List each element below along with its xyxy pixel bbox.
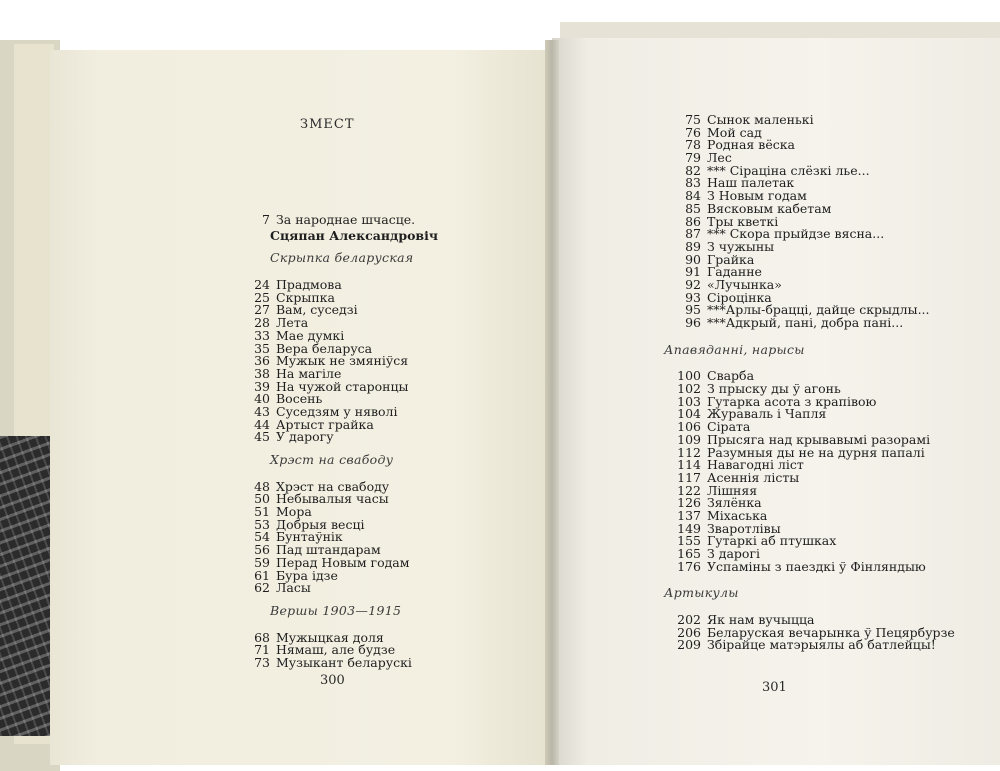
page-ref: 51 <box>254 504 270 520</box>
page-ref: 24 <box>254 277 270 293</box>
book-gutter <box>545 40 559 765</box>
entry-title: Ласы <box>276 580 311 596</box>
page-ref: 75 <box>685 112 701 127</box>
entry-title: Сынок маленькі <box>707 112 814 127</box>
page-ref: 103 <box>677 393 701 409</box>
page-ref: 176 <box>677 558 701 574</box>
page-ref: 68 <box>254 629 270 645</box>
toc-entry <box>677 317 955 330</box>
page-ref: 149 <box>677 520 701 536</box>
entry-title: Мужыцкая доля <box>276 629 384 645</box>
entry-title: Артыст грайка <box>276 416 374 432</box>
entry-title: З дарогі <box>707 546 760 562</box>
page-ref: 44 <box>254 416 270 432</box>
page-ref: 114 <box>677 457 701 473</box>
page-ref: 126 <box>677 495 701 511</box>
entry-title: Вясковым кабетам <box>707 200 832 216</box>
page-ref: 209 <box>677 637 701 653</box>
page-ref: 39 <box>254 378 270 394</box>
right-sections <box>664 341 955 653</box>
page-ref: 7 <box>262 212 270 227</box>
entry-title: Зялёнка <box>707 495 762 511</box>
entry-title: «Лучынка» <box>707 276 782 292</box>
entry-title: Мой сад <box>707 124 762 140</box>
section-title: Артыкулы <box>664 585 739 601</box>
entry-title: Гутарка асота з крапівою <box>707 393 877 409</box>
toc-entry <box>250 431 438 444</box>
entry-title: *** Сіраціна слёзкі лье... <box>707 162 870 178</box>
page-ref: 82 <box>685 162 701 178</box>
entry-title: Нямаш, але будзе <box>276 642 396 658</box>
right-toc <box>664 112 955 653</box>
page-ref: 104 <box>677 406 701 422</box>
section-title: Апавяданні, нарысы <box>664 341 805 357</box>
page-ref: 71 <box>254 642 270 658</box>
entry-title: Гаданне <box>707 264 762 280</box>
page-ref: 78 <box>685 137 701 153</box>
page-ref: 100 <box>677 368 701 384</box>
entry-title: З прыску ды ў агонь <box>707 381 841 397</box>
page-ref: 56 <box>254 542 270 558</box>
entry-title: На магіле <box>276 365 342 381</box>
entry-title: Наш палетак <box>707 175 795 191</box>
page-ref: 61 <box>254 567 270 583</box>
entry-title: Перад Новым годам <box>276 554 410 570</box>
entry-title: Хрэст на свабоду <box>276 478 390 494</box>
entry-title: Суседзям у няволі <box>276 403 398 419</box>
page-ref: 35 <box>254 340 270 356</box>
entry-title: Успаміны з паездкі ў Фінляндыю <box>707 558 926 574</box>
page-ref: 76 <box>685 124 701 140</box>
entry-title: Восень <box>276 391 323 407</box>
entry-title: Сіроцінка <box>707 289 772 305</box>
entry-title: Пад штандарам <box>276 542 381 558</box>
page-ref: 45 <box>254 429 270 445</box>
page-ref: 102 <box>677 381 701 397</box>
entry-title: ***Арлы-брацці, дайце скрыдлы... <box>707 302 930 318</box>
section-title: Скрыпка беларуская <box>270 250 414 266</box>
contents-heading: ЗМЕСТ <box>300 117 355 132</box>
entry-title: Беларуская вечарынка ў Пецярбурзе <box>707 624 955 640</box>
page-ref: 59 <box>254 554 270 570</box>
entry-title: Грайка <box>707 251 755 267</box>
page-ref: 54 <box>254 529 270 545</box>
page-ref: 36 <box>254 353 270 369</box>
page-ref: 112 <box>677 444 701 460</box>
page-ref: 86 <box>685 213 701 229</box>
entry-title: *** Скора прыйдзе вясна... <box>707 226 885 242</box>
entry-title: Сварба <box>707 368 755 384</box>
page-number-right: 301 <box>762 680 787 695</box>
entry-title: Міхаська <box>707 507 768 523</box>
author-name: Сцяпан Александровіч <box>270 227 438 243</box>
page-ref: 25 <box>254 289 270 305</box>
page-ref: 28 <box>254 315 270 331</box>
left-sections <box>250 252 438 669</box>
entry-title: Небывалыя часы <box>276 491 389 507</box>
page-ref: 73 <box>254 655 270 670</box>
entry-title: Мужык не змяніўся <box>276 353 409 369</box>
page-ref: 87 <box>685 226 701 242</box>
page-ref: 95 <box>685 302 701 318</box>
entry-title: Прысяга над крывавымі разорамі <box>707 431 931 447</box>
entry-title: Асеннія лісты <box>707 469 800 485</box>
page-number-left: 300 <box>320 673 345 688</box>
entry-title: На чужой старонцы <box>276 378 409 394</box>
right-top-items <box>677 114 955 330</box>
entry-title: Як нам вучыцца <box>707 612 815 628</box>
entry-title: У дарогу <box>276 429 334 445</box>
page-ref: 62 <box>254 580 270 596</box>
toc-entry <box>677 639 955 652</box>
section-title: Хрэст на свабоду <box>270 452 394 468</box>
left-toc <box>250 214 438 670</box>
page-ref: 84 <box>685 188 701 204</box>
entry-title: Разумныя ды не на дурня папалі <box>707 444 925 460</box>
entry-title: Гутаркі аб птушках <box>707 533 837 549</box>
toc-entry <box>250 582 438 595</box>
entry-title: Добрыя весці <box>276 516 365 532</box>
page-ref: 50 <box>254 491 270 507</box>
page-ref: 106 <box>677 419 701 435</box>
page-ref: 155 <box>677 533 701 549</box>
entry-title: Мора <box>276 504 312 520</box>
page-ref: 137 <box>677 507 701 523</box>
page-ref: 89 <box>685 238 701 254</box>
page-ref: 122 <box>677 482 701 498</box>
entry-title: З чужыны <box>707 238 775 254</box>
entry-title: Лета <box>276 315 309 331</box>
entry-title: Вера беларуса <box>276 340 373 356</box>
entry-title: Лес <box>707 150 732 166</box>
toc-entry <box>250 214 438 227</box>
page-ref: 96 <box>685 315 701 330</box>
entry-title: Зваротлівы <box>707 520 781 536</box>
page-ref: 83 <box>685 175 701 191</box>
entry-title: Жураваль і Чапля <box>707 406 827 422</box>
page-ref: 206 <box>677 624 701 640</box>
page-ref: 91 <box>685 264 701 280</box>
page-ref: 93 <box>685 289 701 305</box>
page-ref: 33 <box>254 327 270 343</box>
entry-title: Родная вёска <box>707 137 795 153</box>
page-ref: 117 <box>677 469 701 485</box>
page-ref: 43 <box>254 403 270 419</box>
cover-illustration <box>0 436 50 736</box>
entry-title: Бура ідзе <box>276 567 338 583</box>
entry-title: Навагодні ліст <box>707 457 804 473</box>
section-title: Вершы 1903—1915 <box>270 602 402 618</box>
page-ref: 90 <box>685 251 701 267</box>
page-ref: 48 <box>254 478 270 494</box>
page-ref: 165 <box>677 546 701 562</box>
entry-title: Вам, суседзі <box>276 302 358 318</box>
page-ref: 92 <box>685 276 701 292</box>
entry-title: Бунтаўнік <box>276 529 343 545</box>
page-ref: 85 <box>685 200 701 216</box>
entry-title: Збірайце матэрыялы аб батлейцы! <box>707 637 936 653</box>
page-ref: 27 <box>254 302 270 318</box>
page-ref: 38 <box>254 365 270 381</box>
page-ref: 53 <box>254 516 270 532</box>
entry-title: За народнае шчасце. <box>276 212 416 227</box>
entry-title: Музыкант беларускі <box>276 655 412 670</box>
entry-title: Прадмова <box>276 277 342 293</box>
entry-title: Тры кветкі <box>707 213 779 229</box>
toc-entry <box>677 558 955 574</box>
page-ref: 202 <box>677 612 701 628</box>
entry-title: ***Адкрый, пані, добра пані... <box>707 315 904 330</box>
toc-entry <box>250 657 438 670</box>
entry-title: З Новым годам <box>707 188 807 204</box>
page-ref: 109 <box>677 431 701 447</box>
entry-title: Скрыпка <box>276 289 335 305</box>
entry-title: Сірата <box>707 419 751 435</box>
entry-title: Мае думкі <box>276 327 345 343</box>
page-ref: 79 <box>685 150 701 166</box>
page-ref: 40 <box>254 391 270 407</box>
entry-title: Лішняя <box>707 482 758 498</box>
